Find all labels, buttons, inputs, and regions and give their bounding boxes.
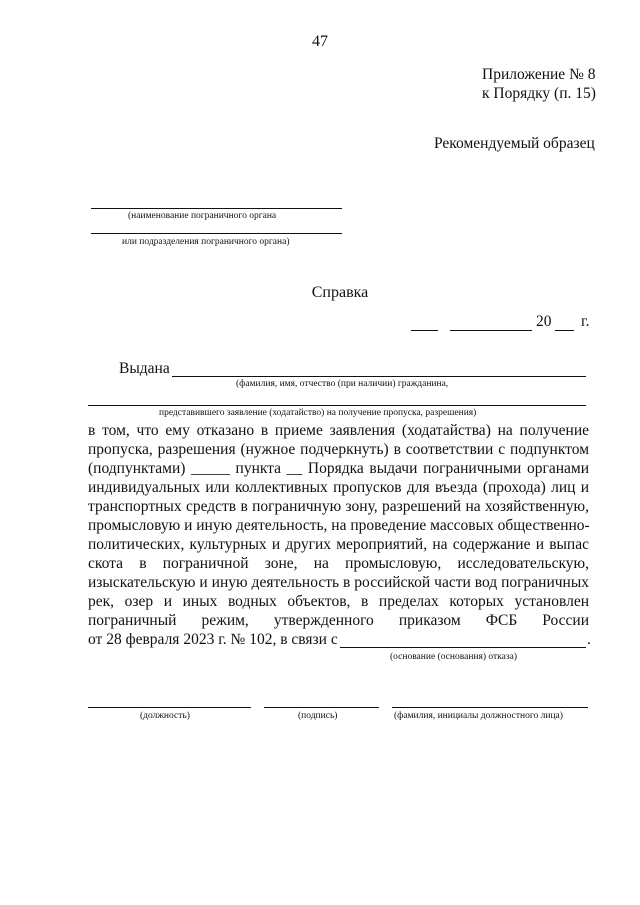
page-number: 47 [312, 33, 328, 50]
body-last-line: от 28 февраля 2023 г. № 102, в связи с [88, 631, 338, 648]
issued-second-line [88, 405, 586, 406]
appendix-line-2: к Порядку (п. 15) [482, 85, 596, 102]
issued-label: Выдана [119, 360, 170, 377]
body-line-11: пограничный режим, утвержденного приказом ФСБ России [88, 612, 589, 629]
date-day-line [411, 330, 438, 331]
date-month-line [450, 330, 532, 331]
body-line-6: промысловую и иную деятельность, на проведение массовых общественно- [88, 517, 590, 534]
position-line [88, 707, 251, 708]
date-year-suffix: г. [581, 313, 590, 330]
sample-note: Рекомендуемый образец [434, 135, 595, 152]
official-name-line [392, 707, 588, 708]
date-year-line [555, 330, 574, 331]
authority-caption-2: или подразделения пограничного органа) [122, 237, 290, 247]
body-line-1: в том, что ему отказано в приеме заявления (ходатайства) на получение [88, 422, 589, 439]
date-year-prefix: 20 [536, 313, 552, 330]
authority-caption-1: (наименование пограничного органа [128, 211, 277, 221]
body-last-period: . [587, 631, 591, 648]
issued-caption-1: (фамилия, имя, отчество (при наличии) гражданина, [236, 379, 449, 389]
body-line-7: политических, культурных и других мероприятий, на содержание и выпас [88, 536, 589, 553]
reason-caption: (основание (основания) отказа) [390, 652, 517, 662]
document-title: Справка [311, 284, 369, 301]
body-line-3: (подпунктами) _____ пункта __ Порядка выдачи пограничными органами [88, 460, 589, 477]
signature-line [264, 707, 379, 708]
appendix-line-1: Приложение № 8 [482, 66, 596, 83]
signature-caption: (подпись) [298, 711, 338, 721]
body-line-2: пропуска, разрешения (нужное подчеркнуть) в соответствии с подпунктом [88, 441, 589, 458]
official-name-caption: (фамилия, инициалы должностного лица) [394, 711, 563, 721]
body-line-4: индивидуальных или коллективных пропусков для въезда (прохода) лиц и [88, 479, 589, 496]
body-line-10: рек, озер и иных водных объектов, в пределах которых установлен [88, 593, 589, 610]
body-line-5: транспортных средств в пограничную зону, разрешений на хозяйственную, [88, 498, 589, 515]
authority-subdivision-line [91, 233, 342, 234]
body-line-8: скота в пограничной зоне, на промысловую, исследовательскую, [88, 555, 589, 572]
issued-name-line [172, 376, 586, 377]
body-line-9: изыскательскую и иную деятельность в российской части вод пограничных [88, 574, 589, 591]
authority-name-line [91, 208, 342, 209]
reason-line [340, 647, 586, 648]
position-caption: (должность) [140, 711, 190, 721]
issued-caption-2: представившего заявление (ходатайство) на получение пропуска, разрешения) [159, 408, 477, 418]
